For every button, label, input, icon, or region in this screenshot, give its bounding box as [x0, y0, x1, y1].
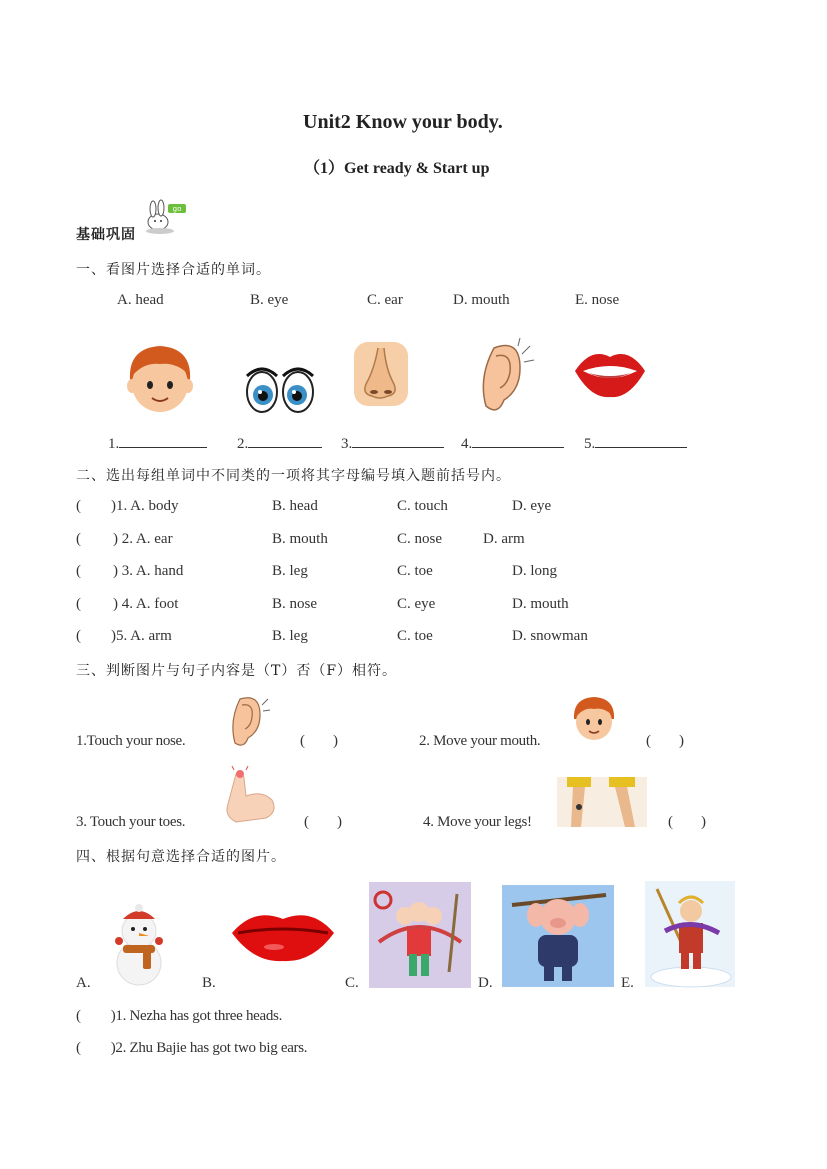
p2-row-2-d: D. arm [483, 531, 525, 547]
page-title: Unit2 Know your body. [303, 111, 503, 133]
paren-open: ( [76, 628, 81, 644]
eyes-picture [244, 362, 316, 416]
p2-row-3-a: ) 3. A. hand [113, 563, 184, 579]
paren-open: ( [76, 563, 81, 579]
legs-picture [557, 777, 647, 827]
zhubajie-picture [502, 885, 614, 987]
option-a: A. head [117, 292, 164, 308]
blank-1[interactable] [108, 433, 207, 453]
p2-row-4-b: B. nose [272, 596, 317, 612]
part2-heading: 二、选出每组单词中不同类的一项将其字母编号填入题前括号内。 [76, 468, 511, 484]
p2-row-4 [76, 596, 178, 613]
p3-item-4: 4. Move your legs! [423, 814, 532, 830]
p2-row-4-c: C. eye [397, 596, 436, 612]
p4-label-b: B. [202, 975, 216, 991]
p3-answer-2[interactable]: ( ) [646, 733, 684, 749]
foot-toe-picture [222, 766, 280, 826]
part4-heading: 四、根据句意选择合适的图片。 [76, 849, 286, 865]
p3-answer-4[interactable]: ( ) [668, 814, 706, 830]
paren-open: ( [76, 596, 81, 612]
p3-answer-3[interactable]: ( ) [304, 814, 342, 830]
lips-picture [230, 905, 336, 963]
p2-row-3 [76, 563, 183, 580]
p2-row-1-b: B. head [272, 498, 318, 514]
sunwukong-picture [645, 881, 735, 987]
option-c: C. ear [367, 292, 403, 308]
blank-2[interactable] [237, 433, 322, 453]
blank-2-num: 2. [237, 436, 249, 452]
p2-row-5-a: )5. A. arm [111, 628, 172, 644]
p2-row-2-c: C. nose [397, 531, 442, 547]
p3-item-3: 3. Touch your toes. [76, 814, 186, 830]
p4-item-2-text: )2. Zhu Bajie has got two big ears. [110, 1040, 308, 1056]
p4-label-d: D. [478, 975, 493, 991]
head-small-picture [568, 693, 620, 745]
ear-small-picture [226, 693, 272, 751]
section-label: 基础巩固 [76, 227, 136, 243]
paren-open: ( [76, 1040, 81, 1056]
option-d: D. mouth [453, 292, 510, 308]
p4-item-1-text: )1. Nezha has got three heads. [110, 1008, 283, 1024]
option-b: B. eye [250, 292, 289, 308]
p2-row-2-b: B. mouth [272, 531, 328, 547]
blank-1-num: 1. [108, 436, 120, 452]
p2-row-1-d: D. eye [512, 498, 552, 514]
ear-picture [474, 338, 536, 418]
paren-open: ( [76, 1008, 81, 1024]
p4-item-2 [76, 1040, 307, 1057]
p2-row-4-a: ) 4. A. foot [113, 596, 179, 612]
head-picture [120, 340, 200, 420]
bunny-go-icon [140, 200, 190, 236]
p2-row-5 [76, 628, 172, 645]
nose-picture [352, 340, 410, 408]
p3-answer-1[interactable]: ( ) [300, 733, 338, 749]
p2-row-5-b: B. leg [272, 628, 308, 644]
snowman-picture [103, 905, 175, 987]
p2-row-2-a: ) 2. A. ear [113, 531, 173, 547]
p3-item-2: 2. Move your mouth. [419, 733, 541, 749]
blank-3-num: 3. [341, 436, 353, 452]
p2-row-3-b: B. leg [272, 563, 308, 579]
p2-row-5-c: C. toe [397, 628, 433, 644]
blank-4-num: 4. [461, 436, 473, 452]
p2-row-5-d: D. snowman [512, 628, 588, 644]
p2-row-3-d: D. long [512, 563, 557, 579]
paren-open: ( [76, 531, 81, 547]
p2-row-1-c: C. touch [397, 498, 448, 514]
p4-item-1 [76, 1008, 282, 1025]
mouth-picture [573, 345, 647, 401]
paren-open: ( [76, 498, 81, 514]
blank-4[interactable] [461, 433, 564, 453]
p4-label-e: E. [621, 975, 634, 991]
blank-3[interactable] [341, 433, 444, 453]
p4-label-c: C. [345, 975, 359, 991]
p2-row-1-a: )1. A. body [111, 498, 179, 514]
blank-5[interactable] [584, 433, 687, 453]
p3-item-1: 1.Touch your nose. [76, 733, 186, 749]
p2-row-4-d: D. mouth [512, 596, 569, 612]
nezha-picture [369, 882, 471, 988]
bunny-badge-text: go [172, 205, 182, 213]
blank-5-num: 5. [584, 436, 596, 452]
page-subtitle: （1）Get ready & Start up [304, 160, 490, 177]
part1-heading: 一、看图片选择合适的单词。 [76, 262, 271, 278]
p2-row-1 [76, 498, 179, 515]
p2-row-3-c: C. toe [397, 563, 433, 579]
p4-label-a: A. [76, 975, 91, 991]
option-e: E. nose [575, 292, 620, 308]
part3-heading: 三、判断图片与句子内容是（T）否（F）相符。 [76, 663, 398, 679]
p2-row-2 [76, 531, 173, 548]
